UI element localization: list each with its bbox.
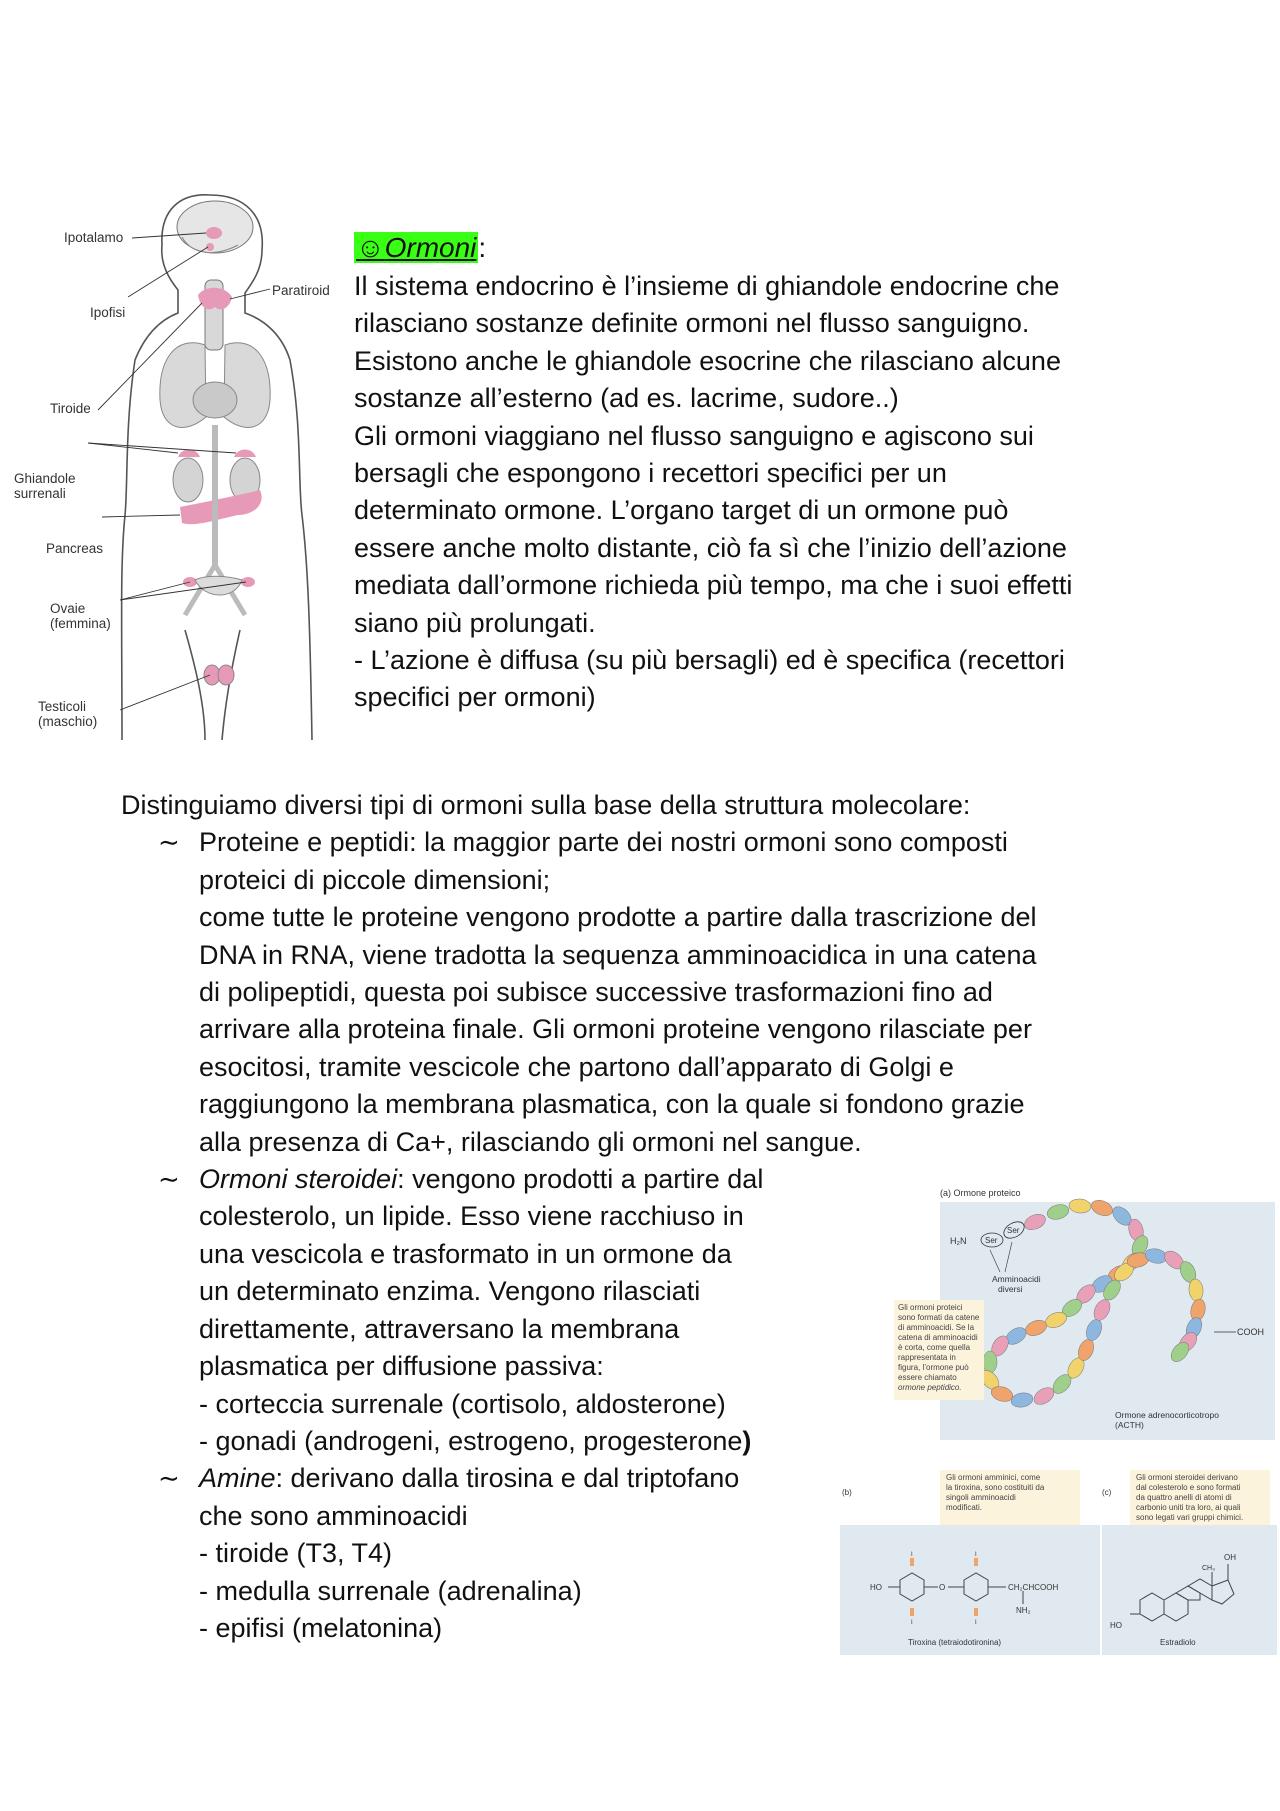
svg-text:(b): (b) [842,1488,852,1497]
label-tiroide: Tiroide [50,401,91,416]
types-intro: Distinguiamo diversi tipi di ormoni sulla base della struttura molecolare: [121,790,971,820]
intro-line: rilasciano sostanze definite ormoni nel flusso sanguigno. [354,308,1030,339]
svg-text:figura, l’ormone può: figura, l’ormone può [898,1363,969,1372]
amine-title: Amine [199,1463,276,1494]
svg-text:I: I [975,1552,977,1558]
svg-text:modificati.: modificati. [946,1503,983,1512]
svg-text:singoli amminoacidi: singoli amminoacidi [946,1493,1016,1502]
list-item-steroids: ∼ Ormoni steroidei: vengono prodotti a partire dal colesterolo, un lipide. Esso viene racchiuso in una vescicola e trasformato in un ormone da un determinato enzima. Vengono rilasciati direttamente, attraversano la membrana plasmatica per diffusione passiva: - corteccia surrenale (cortisolo, aldosterone) - gonadi (androgeni, estrogeno, progesterone) [121,1161,939,1460]
label-ipofisi: Ipofisi [90,305,126,320]
intro-section [354,228,1214,717]
tilde-bullet-icon: ∼ [158,1164,180,1195]
svg-text:ormone peptidico.: ormone peptidico. [898,1383,962,1392]
list-item-proteins: ∼ Proteine e peptidi: la maggior parte dei nostri ormoni sono composti proteici di piccole dimensioni; come tutte le proteine vengono prodotte a partire dalla trascrizione del DNA in RNA, viene tradotta la sequenza amminoacidica in una catena di polipeptidi, questa poi subisce successive trasformazioni fino ad arrivare alla proteina finale. Gli ormoni proteine vengono rilasciate per esocitosi, tramite vescicole che partono dall’apparato di Golgi e raggiungono la membrana plasmatica, con la quale si fondono grazie alla presenza di Ca+, rilasciando gli ormoni nel sangue. [121,824,1201,1161]
svg-text:I: I [975,1620,977,1626]
estradiolo-label: Estradiolo [1160,1638,1196,1647]
svg-text:CH₃: CH₃ [1202,1565,1215,1572]
list-item-amines: ∼ Amine: derivano dalla tirosina e dal triptofano che sono amminoacidi - tiroide (T3, T4) - medulla surrenale (adrenalina) - epifisi (melatonina) [121,1460,939,1647]
svg-text:Ormone adrenocorticotropo: Ormone adrenocorticotropo [1115,1410,1219,1420]
intro-line: sostanze all’esterno (ad es. lacrime, sudore..) [354,383,899,414]
intro-line: specifici per ormoni) [354,682,596,713]
hormone-structure-figure [840,1180,1280,1660]
intro-line: Esistono anche le ghiandole esocrine che rilasciano alcune [354,345,1061,376]
svg-text:Ser: Ser [1007,1226,1020,1235]
svg-text:I: I [911,1620,913,1626]
intro-line: - L’azione è diffusa (su più bersagli) ed è specifica (recettori [354,645,1065,676]
svg-text:di amminoacidi. Se la: di amminoacidi. Se la [898,1323,975,1332]
svg-text:Gli ormoni amminici, come: Gli ormoni amminici, come [946,1473,1041,1482]
intro-line: essere anche molto distante, ciò fa sì che l’inizio dell’azione [354,532,1067,563]
intro-line: Il sistema endocrino è l’insieme di ghiandole endocrine che [354,271,1060,301]
svg-text:O: O [939,1583,946,1592]
svg-text:NH₂: NH₂ [1016,1606,1031,1615]
svg-text:(c): (c) [1102,1488,1112,1497]
label-ipotalamo: Ipotalamo [64,230,124,245]
label-pancreas: Pancreas [46,541,104,556]
svg-text:HO: HO [870,1583,882,1592]
svg-text:Amminoacidi: Amminoacidi [992,1274,1041,1284]
amino-acid-bead [983,1351,997,1373]
svg-text:da quattro anelli di atomi di: da quattro anelli di atomi di [1136,1493,1232,1502]
svg-text:dal colesterolo e sono formati: dal colesterolo e sono formati [1136,1483,1241,1492]
intro-line: mediata dall’ormone richieda più tempo, ma che i suoi effetti [354,570,1073,601]
svg-text:catena di amminoacidi: catena di amminoacidi [898,1333,978,1342]
svg-text:sono legati vari gruppi chimic: sono legati vari gruppi chimici. [1136,1513,1244,1522]
panel-a-label: (a) Ormone proteico [940,1188,1021,1198]
svg-text:essere chiamato: essere chiamato [898,1373,957,1382]
label-ghiandole-2: surrenali [14,486,66,501]
tilde-bullet-icon: ∼ [158,827,180,858]
intro-line: determinato ormone. L’organo target di un ormone può [354,495,1009,526]
cooh-label: COOH [1237,1327,1264,1337]
h2n-label: H₂N [950,1236,967,1246]
steroid-title: Ormoni steroidei [199,1164,398,1195]
heading-word: Ormoni [384,232,477,263]
label-ghiandole-1: Ghiandole [14,471,76,486]
label-testicoli-1: Testicoli [38,699,87,714]
svg-text:I: I [911,1552,913,1558]
svg-text:Gli ormoni proteici: Gli ormoni proteici [898,1303,963,1312]
section-heading: ☺Ormoni: [356,232,487,263]
svg-text:è corta, come quella: è corta, come quella [898,1343,971,1352]
svg-text:CH₂CHCOOH: CH₂CHCOOH [1008,1583,1059,1592]
svg-text:(ACTH): (ACTH) [1115,1420,1144,1430]
svg-text:Ser: Ser [985,1236,998,1245]
tilde-bullet-icon: ∼ [158,1463,180,1494]
endocrine-system-figure [10,185,340,740]
smiley-icon: ☺ [356,232,385,263]
svg-text:Gli ormoni steroidei derivano: Gli ormoni steroidei derivano [1136,1473,1238,1482]
svg-text:HO: HO [1110,1621,1122,1630]
svg-text:la tiroxina, sono costituiti d: la tiroxina, sono costituiti da [946,1483,1045,1492]
label-ovaie-2: (femmina) [50,616,111,631]
intro-line: bersagli che espongono i recettori specifici per un [354,458,947,489]
tiroxina-label: Tiroxina (tetraiodotironina) [908,1638,1002,1647]
label-ovaie-1: Ovaie [50,601,86,616]
svg-text:rappresentata in: rappresentata in [898,1353,956,1362]
intro-line: siano più prolungati. [354,607,596,638]
svg-text:diversi: diversi [998,1284,1023,1294]
intro-line: Gli ormoni viaggiano nel flusso sanguigno e agiscono sui [354,420,1034,451]
svg-text:OH: OH [1224,1553,1236,1562]
label-paratiroid: Paratiroid [272,283,330,298]
svg-text:carbonio uniti tra loro, ai qu: carbonio uniti tra loro, ai quali [1136,1503,1241,1512]
label-testicoli-2: (maschio) [38,714,98,729]
svg-text:sono formati da catene: sono formati da catene [898,1313,980,1322]
